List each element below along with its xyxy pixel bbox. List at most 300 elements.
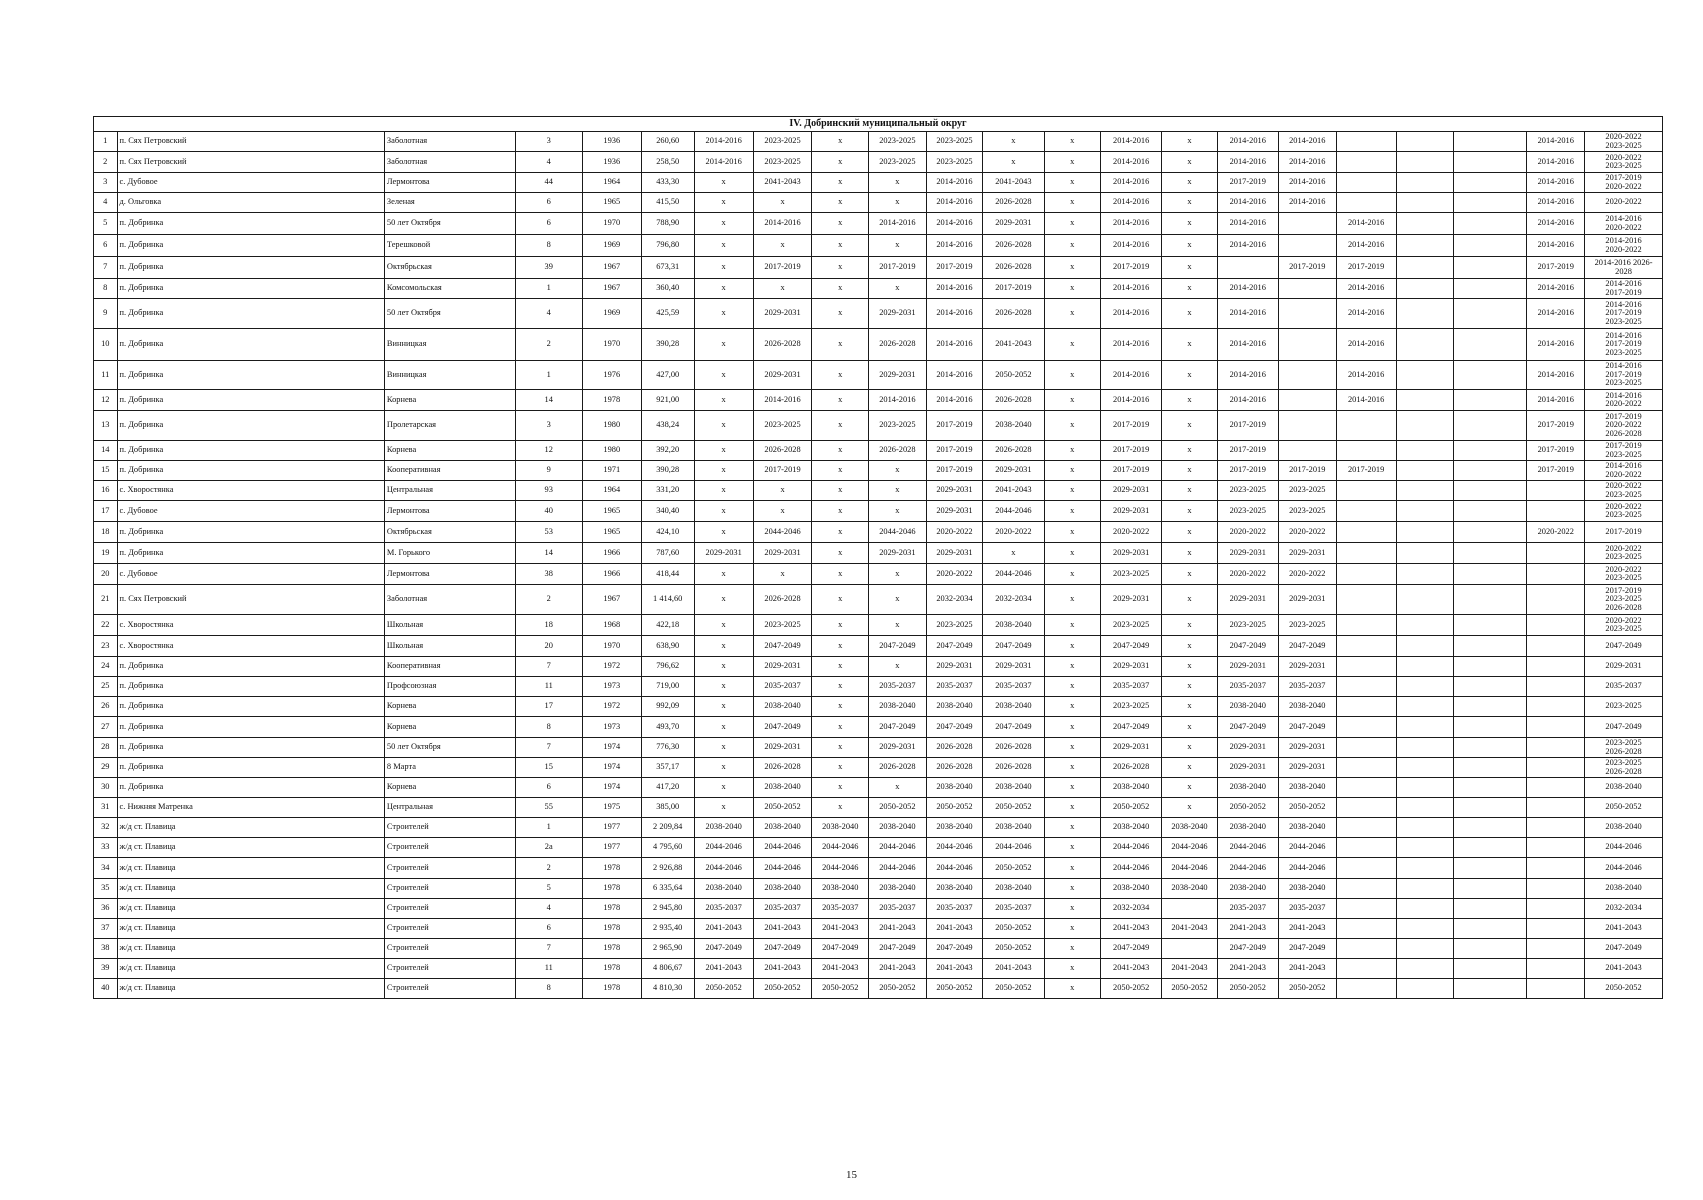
cell-col-d: 2023-2025 (869, 132, 927, 152)
cell-col-a: x (694, 279, 753, 299)
cell-col-o (1527, 717, 1585, 738)
cell-col-j: 2014-2016 (1217, 132, 1278, 152)
cell-row-number: 38 (94, 939, 118, 959)
table-row (94, 585, 1663, 615)
cell-house-number: 3 (515, 132, 582, 152)
cell-col-m (1396, 257, 1454, 279)
cell-locality: п. Добринка (117, 522, 384, 543)
cell-col-f: 2041-2043 (983, 329, 1044, 361)
cell-col-k: 2014-2016 (1278, 152, 1336, 173)
cell-col-n (1454, 879, 1527, 899)
cell-area: 2 965,90 (641, 939, 694, 959)
cell-col-c: x (812, 390, 869, 411)
cell-col-c: x (812, 279, 869, 299)
cell-col-p: 2038-2040 (1585, 778, 1663, 798)
cell-house-number: 7 (515, 738, 582, 758)
cell-col-m (1396, 738, 1454, 758)
cell-year-built: 1968 (582, 615, 641, 636)
cell-col-b: 2047-2049 (753, 636, 812, 657)
table-row (94, 939, 1663, 959)
cell-col-a: x (694, 798, 753, 818)
cell-col-n (1454, 543, 1527, 564)
cell-col-h: 2017-2019 (1101, 257, 1162, 279)
cell-col-k: 2029-2031 (1278, 585, 1336, 615)
cell-col-o (1527, 697, 1585, 717)
cell-locality: п. Добринка (117, 758, 384, 778)
cell-col-g: x (1044, 152, 1101, 173)
cell-row-number: 16 (94, 481, 118, 501)
cell-street: Корнева (384, 441, 515, 461)
cell-col-l (1336, 798, 1396, 818)
table-row (94, 657, 1663, 677)
cell-col-l: 2017-2019 (1336, 461, 1396, 481)
cell-area: 493,70 (641, 717, 694, 738)
cell-house-number: 6 (515, 919, 582, 939)
cell-locality: п. Добринка (117, 738, 384, 758)
cell-row-number: 1 (94, 132, 118, 152)
cell-year-built: 1972 (582, 697, 641, 717)
cell-col-d: 2029-2031 (869, 543, 927, 564)
cell-col-e: 2023-2025 (926, 152, 983, 173)
cell-col-i: x (1162, 738, 1217, 758)
cell-col-g: x (1044, 257, 1101, 279)
cell-col-l (1336, 173, 1396, 193)
cell-col-k: 2041-2043 (1278, 959, 1336, 979)
cell-col-g: x (1044, 697, 1101, 717)
cell-col-e: 2035-2037 (926, 677, 983, 697)
cell-col-p: 2020-2022 2023-2025 (1585, 132, 1663, 152)
cell-col-i: x (1162, 778, 1217, 798)
cell-house-number: 6 (515, 778, 582, 798)
cell-col-j: 2038-2040 (1217, 697, 1278, 717)
cell-col-p: 2020-2022 2023-2025 (1585, 481, 1663, 501)
cell-locality: п. Добринка (117, 213, 384, 235)
cell-row-number: 33 (94, 838, 118, 858)
cell-street: Строителей (384, 979, 515, 999)
cell-col-m (1396, 411, 1454, 441)
cell-locality: ж/д ст. Плавица (117, 818, 384, 838)
cell-col-i: x (1162, 798, 1217, 818)
cell-col-h: 2041-2043 (1101, 959, 1162, 979)
cell-col-g: x (1044, 636, 1101, 657)
cell-col-k: 2035-2037 (1278, 677, 1336, 697)
cell-col-a: 2014-2016 (694, 152, 753, 173)
cell-col-e: 2029-2031 (926, 501, 983, 522)
cell-col-g: x (1044, 778, 1101, 798)
cell-col-o (1527, 818, 1585, 838)
cell-area: 390,28 (641, 461, 694, 481)
cell-col-c: x (812, 501, 869, 522)
cell-col-k: 2038-2040 (1278, 778, 1336, 798)
cell-area: 992,09 (641, 697, 694, 717)
table-row (94, 717, 1663, 738)
cell-col-j: 2023-2025 (1217, 615, 1278, 636)
cell-col-n (1454, 919, 1527, 939)
cell-col-p: 2020-2022 2023-2025 (1585, 564, 1663, 585)
cell-street: Заболотная (384, 152, 515, 173)
cell-col-i: x (1162, 132, 1217, 152)
cell-col-l (1336, 959, 1396, 979)
cell-col-j: 2014-2016 (1217, 390, 1278, 411)
cell-col-o (1527, 979, 1585, 999)
cell-col-o (1527, 899, 1585, 919)
cell-col-f: 2044-2046 (983, 838, 1044, 858)
cell-col-f: 2038-2040 (983, 879, 1044, 899)
cell-col-m (1396, 818, 1454, 838)
cell-col-k: 2038-2040 (1278, 818, 1336, 838)
cell-col-d: 2047-2049 (869, 636, 927, 657)
cell-house-number: 8 (515, 717, 582, 738)
cell-col-g: x (1044, 329, 1101, 361)
cell-row-number: 14 (94, 441, 118, 461)
cell-col-h: 2035-2037 (1101, 677, 1162, 697)
cell-col-n (1454, 738, 1527, 758)
cell-col-p: 2014-2016 2020-2022 (1585, 213, 1663, 235)
cell-col-o (1527, 677, 1585, 697)
table-row (94, 818, 1663, 838)
cell-area: 796,62 (641, 657, 694, 677)
cell-col-k: 2044-2046 (1278, 858, 1336, 879)
cell-col-d: 2035-2037 (869, 899, 927, 919)
cell-col-a: x (694, 257, 753, 279)
cell-area: 392,20 (641, 441, 694, 461)
cell-house-number: 2а (515, 838, 582, 858)
cell-col-b: x (753, 501, 812, 522)
cell-col-b: 2035-2037 (753, 677, 812, 697)
cell-col-l (1336, 818, 1396, 838)
cell-col-m (1396, 959, 1454, 979)
cell-col-k: 2023-2025 (1278, 501, 1336, 522)
cell-street: Строителей (384, 858, 515, 879)
cell-row-number: 13 (94, 411, 118, 441)
cell-street: Профсоюзная (384, 677, 515, 697)
cell-locality: п. Добринка (117, 279, 384, 299)
cell-col-j: 2038-2040 (1217, 778, 1278, 798)
table-row (94, 522, 1663, 543)
cell-street: Лермонтова (384, 564, 515, 585)
cell-house-number: 6 (515, 193, 582, 213)
cell-house-number: 2 (515, 329, 582, 361)
cell-col-b: 2029-2031 (753, 543, 812, 564)
cell-col-n (1454, 411, 1527, 441)
cell-area: 340,40 (641, 501, 694, 522)
cell-col-k: 2029-2031 (1278, 738, 1336, 758)
cell-col-m (1396, 279, 1454, 299)
cell-street: Терешковой (384, 235, 515, 257)
cell-locality: п. Добринка (117, 390, 384, 411)
cell-col-i (1162, 899, 1217, 919)
cell-area: 921,00 (641, 390, 694, 411)
cell-col-i: 2044-2046 (1162, 838, 1217, 858)
cell-col-a: x (694, 738, 753, 758)
cell-house-number: 11 (515, 959, 582, 979)
cell-col-i: x (1162, 390, 1217, 411)
cell-col-n (1454, 636, 1527, 657)
cell-col-a: x (694, 564, 753, 585)
cell-col-p: 2014-2016 2026- 2028 (1585, 257, 1663, 279)
cell-row-number: 23 (94, 636, 118, 657)
cell-col-i: x (1162, 299, 1217, 329)
cell-col-m (1396, 677, 1454, 697)
cell-col-n (1454, 299, 1527, 329)
cell-col-o (1527, 838, 1585, 858)
cell-col-b: 2023-2025 (753, 411, 812, 441)
cell-street: 8 Марта (384, 758, 515, 778)
cell-col-n (1454, 979, 1527, 999)
cell-col-p: 2041-2043 (1585, 959, 1663, 979)
cell-col-l (1336, 858, 1396, 879)
cell-col-i: x (1162, 615, 1217, 636)
cell-col-m (1396, 919, 1454, 939)
cell-col-c: x (812, 361, 869, 390)
cell-col-l (1336, 152, 1396, 173)
cell-col-i: x (1162, 543, 1217, 564)
cell-col-f: x (983, 543, 1044, 564)
cell-street: Строителей (384, 939, 515, 959)
cell-col-d: 2035-2037 (869, 677, 927, 697)
cell-area: 415,50 (641, 193, 694, 213)
cell-col-k: 2038-2040 (1278, 879, 1336, 899)
cell-col-c: x (812, 461, 869, 481)
cell-col-i: x (1162, 279, 1217, 299)
cell-col-n (1454, 838, 1527, 858)
cell-col-c: 2041-2043 (812, 959, 869, 979)
cell-col-n (1454, 697, 1527, 717)
cell-col-d: x (869, 173, 927, 193)
cell-col-f: 2050-2052 (983, 361, 1044, 390)
cell-row-number: 10 (94, 329, 118, 361)
cell-col-j: 2044-2046 (1217, 838, 1278, 858)
cell-col-i: x (1162, 173, 1217, 193)
cell-col-c: x (812, 213, 869, 235)
cell-col-f: 2050-2052 (983, 939, 1044, 959)
cell-col-a: x (694, 441, 753, 461)
cell-col-o (1527, 501, 1585, 522)
cell-col-i: x (1162, 411, 1217, 441)
cell-col-o: 2014-2016 (1527, 152, 1585, 173)
cell-col-h: 2014-2016 (1101, 173, 1162, 193)
cell-year-built: 1973 (582, 677, 641, 697)
cell-col-h: 2050-2052 (1101, 798, 1162, 818)
cell-col-l: 2014-2016 (1336, 299, 1396, 329)
cell-col-k (1278, 299, 1336, 329)
cell-col-i: x (1162, 257, 1217, 279)
cell-col-n (1454, 257, 1527, 279)
cell-col-b: 2029-2031 (753, 299, 812, 329)
cell-col-h: 2014-2016 (1101, 235, 1162, 257)
cell-street: Лермонтова (384, 173, 515, 193)
cell-col-e: 2026-2028 (926, 738, 983, 758)
cell-col-g: x (1044, 481, 1101, 501)
cell-col-j: 2014-2016 (1217, 329, 1278, 361)
cell-col-l (1336, 697, 1396, 717)
cell-col-e: 2014-2016 (926, 279, 983, 299)
cell-col-m (1396, 390, 1454, 411)
cell-col-g: x (1044, 657, 1101, 677)
cell-col-d: x (869, 481, 927, 501)
cell-col-l (1336, 522, 1396, 543)
cell-row-number: 32 (94, 818, 118, 838)
cell-col-h: 2017-2019 (1101, 461, 1162, 481)
cell-col-n (1454, 858, 1527, 879)
cell-col-c: 2044-2046 (812, 838, 869, 858)
cell-col-m (1396, 481, 1454, 501)
cell-col-j: 2023-2025 (1217, 481, 1278, 501)
cell-area: 258,50 (641, 152, 694, 173)
cell-col-c: x (812, 173, 869, 193)
cell-col-h: 2023-2025 (1101, 564, 1162, 585)
cell-col-j: 2038-2040 (1217, 818, 1278, 838)
cell-col-b: 2017-2019 (753, 461, 812, 481)
cell-col-i: 2050-2052 (1162, 979, 1217, 999)
cell-col-p: 2017-2019 2020-2022 (1585, 173, 1663, 193)
table-row (94, 677, 1663, 697)
cell-locality: п. Сях Петровский (117, 585, 384, 615)
cell-house-number: 55 (515, 798, 582, 818)
cell-col-c: x (812, 481, 869, 501)
cell-col-i: x (1162, 758, 1217, 778)
cell-col-d: 2047-2049 (869, 717, 927, 738)
cell-street: Корнева (384, 390, 515, 411)
cell-row-number: 6 (94, 235, 118, 257)
cell-col-i: x (1162, 717, 1217, 738)
cell-col-g: x (1044, 979, 1101, 999)
cell-locality: ж/д ст. Плавица (117, 899, 384, 919)
cell-col-l (1336, 899, 1396, 919)
cell-col-e: 2032-2034 (926, 585, 983, 615)
cell-col-g: x (1044, 858, 1101, 879)
cell-col-e: 2029-2031 (926, 657, 983, 677)
cell-col-p: 2014-2016 2020-2022 (1585, 390, 1663, 411)
cell-col-p: 2023-2025 2026-2028 (1585, 758, 1663, 778)
cell-col-e: 2020-2022 (926, 522, 983, 543)
cell-col-g: x (1044, 738, 1101, 758)
cell-col-e: 2035-2037 (926, 899, 983, 919)
cell-col-j (1217, 257, 1278, 279)
cell-col-k: 2050-2052 (1278, 979, 1336, 999)
cell-col-o (1527, 636, 1585, 657)
cell-col-o: 2017-2019 (1527, 441, 1585, 461)
cell-col-k: 2029-2031 (1278, 657, 1336, 677)
cell-year-built: 1970 (582, 213, 641, 235)
cell-col-l (1336, 657, 1396, 677)
cell-row-number: 5 (94, 213, 118, 235)
cell-col-l: 2014-2016 (1336, 390, 1396, 411)
cell-col-b: 2029-2031 (753, 738, 812, 758)
cell-locality: п. Добринка (117, 461, 384, 481)
cell-col-n (1454, 461, 1527, 481)
cell-col-c: x (812, 615, 869, 636)
cell-year-built: 1974 (582, 778, 641, 798)
cell-col-f: 2047-2049 (983, 636, 1044, 657)
cell-col-d: 2047-2049 (869, 939, 927, 959)
cell-locality: п. Добринка (117, 717, 384, 738)
cell-col-p: 2035-2037 (1585, 677, 1663, 697)
cell-street: Заболотная (384, 132, 515, 152)
cell-locality: ж/д ст. Плавица (117, 979, 384, 999)
table-row (94, 411, 1663, 441)
cell-col-a: x (694, 461, 753, 481)
cell-area: 427,00 (641, 361, 694, 390)
cell-col-m (1396, 152, 1454, 173)
cell-street: Центральная (384, 481, 515, 501)
cell-col-h: 2014-2016 (1101, 213, 1162, 235)
cell-locality: п. Добринка (117, 257, 384, 279)
cell-col-b: x (753, 235, 812, 257)
cell-street: Школьная (384, 615, 515, 636)
table-row (94, 329, 1663, 361)
cell-col-e: 2014-2016 (926, 361, 983, 390)
cell-col-n (1454, 213, 1527, 235)
cell-col-e: 2047-2049 (926, 636, 983, 657)
cell-col-p: 2017-2019 2023-2025 (1585, 441, 1663, 461)
cell-col-e: 2041-2043 (926, 959, 983, 979)
cell-col-l: 2014-2016 (1336, 213, 1396, 235)
cell-area: 4 795,60 (641, 838, 694, 858)
cell-col-k: 2017-2019 (1278, 461, 1336, 481)
cell-area: 776,30 (641, 738, 694, 758)
cell-year-built: 1964 (582, 173, 641, 193)
cell-col-c: x (812, 778, 869, 798)
cell-col-g: x (1044, 132, 1101, 152)
cell-col-c: x (812, 257, 869, 279)
cell-year-built: 1977 (582, 818, 641, 838)
cell-col-e: 2044-2046 (926, 838, 983, 858)
cell-col-d: 2026-2028 (869, 329, 927, 361)
cell-col-g: x (1044, 818, 1101, 838)
cell-col-l (1336, 636, 1396, 657)
cell-col-l (1336, 193, 1396, 213)
cell-row-number: 28 (94, 738, 118, 758)
cell-col-h: 2029-2031 (1101, 481, 1162, 501)
cell-col-l: 2014-2016 (1336, 235, 1396, 257)
cell-col-o: 2014-2016 (1527, 173, 1585, 193)
cell-col-j: 2035-2037 (1217, 677, 1278, 697)
cell-locality: п. Добринка (117, 299, 384, 329)
section-title: IV. Добринский муниципальный округ (94, 117, 1663, 132)
cell-street: Строителей (384, 959, 515, 979)
table-row (94, 858, 1663, 879)
cell-col-j: 2029-2031 (1217, 738, 1278, 758)
cell-col-g: x (1044, 899, 1101, 919)
table-row (94, 441, 1663, 461)
cell-col-l (1336, 585, 1396, 615)
cell-row-number: 7 (94, 257, 118, 279)
cell-col-c: 2038-2040 (812, 879, 869, 899)
cell-street: Корнева (384, 778, 515, 798)
cell-house-number: 2 (515, 858, 582, 879)
cell-col-b: 2035-2037 (753, 899, 812, 919)
cell-col-f: 2020-2022 (983, 522, 1044, 543)
cell-col-d: 2050-2052 (869, 798, 927, 818)
cell-col-i: 2041-2043 (1162, 959, 1217, 979)
cell-col-n (1454, 939, 1527, 959)
cell-col-m (1396, 697, 1454, 717)
cell-col-i: x (1162, 152, 1217, 173)
cell-col-g: x (1044, 279, 1101, 299)
table-row (94, 257, 1663, 279)
cell-col-g: x (1044, 461, 1101, 481)
cell-col-n (1454, 717, 1527, 738)
cell-col-m (1396, 879, 1454, 899)
cell-year-built: 1967 (582, 279, 641, 299)
cell-locality: ж/д ст. Плавица (117, 959, 384, 979)
cell-col-l (1336, 838, 1396, 858)
cell-col-a: 2038-2040 (694, 879, 753, 899)
table-row (94, 838, 1663, 858)
cell-col-h: 2014-2016 (1101, 299, 1162, 329)
cell-col-k: 2014-2016 (1278, 193, 1336, 213)
